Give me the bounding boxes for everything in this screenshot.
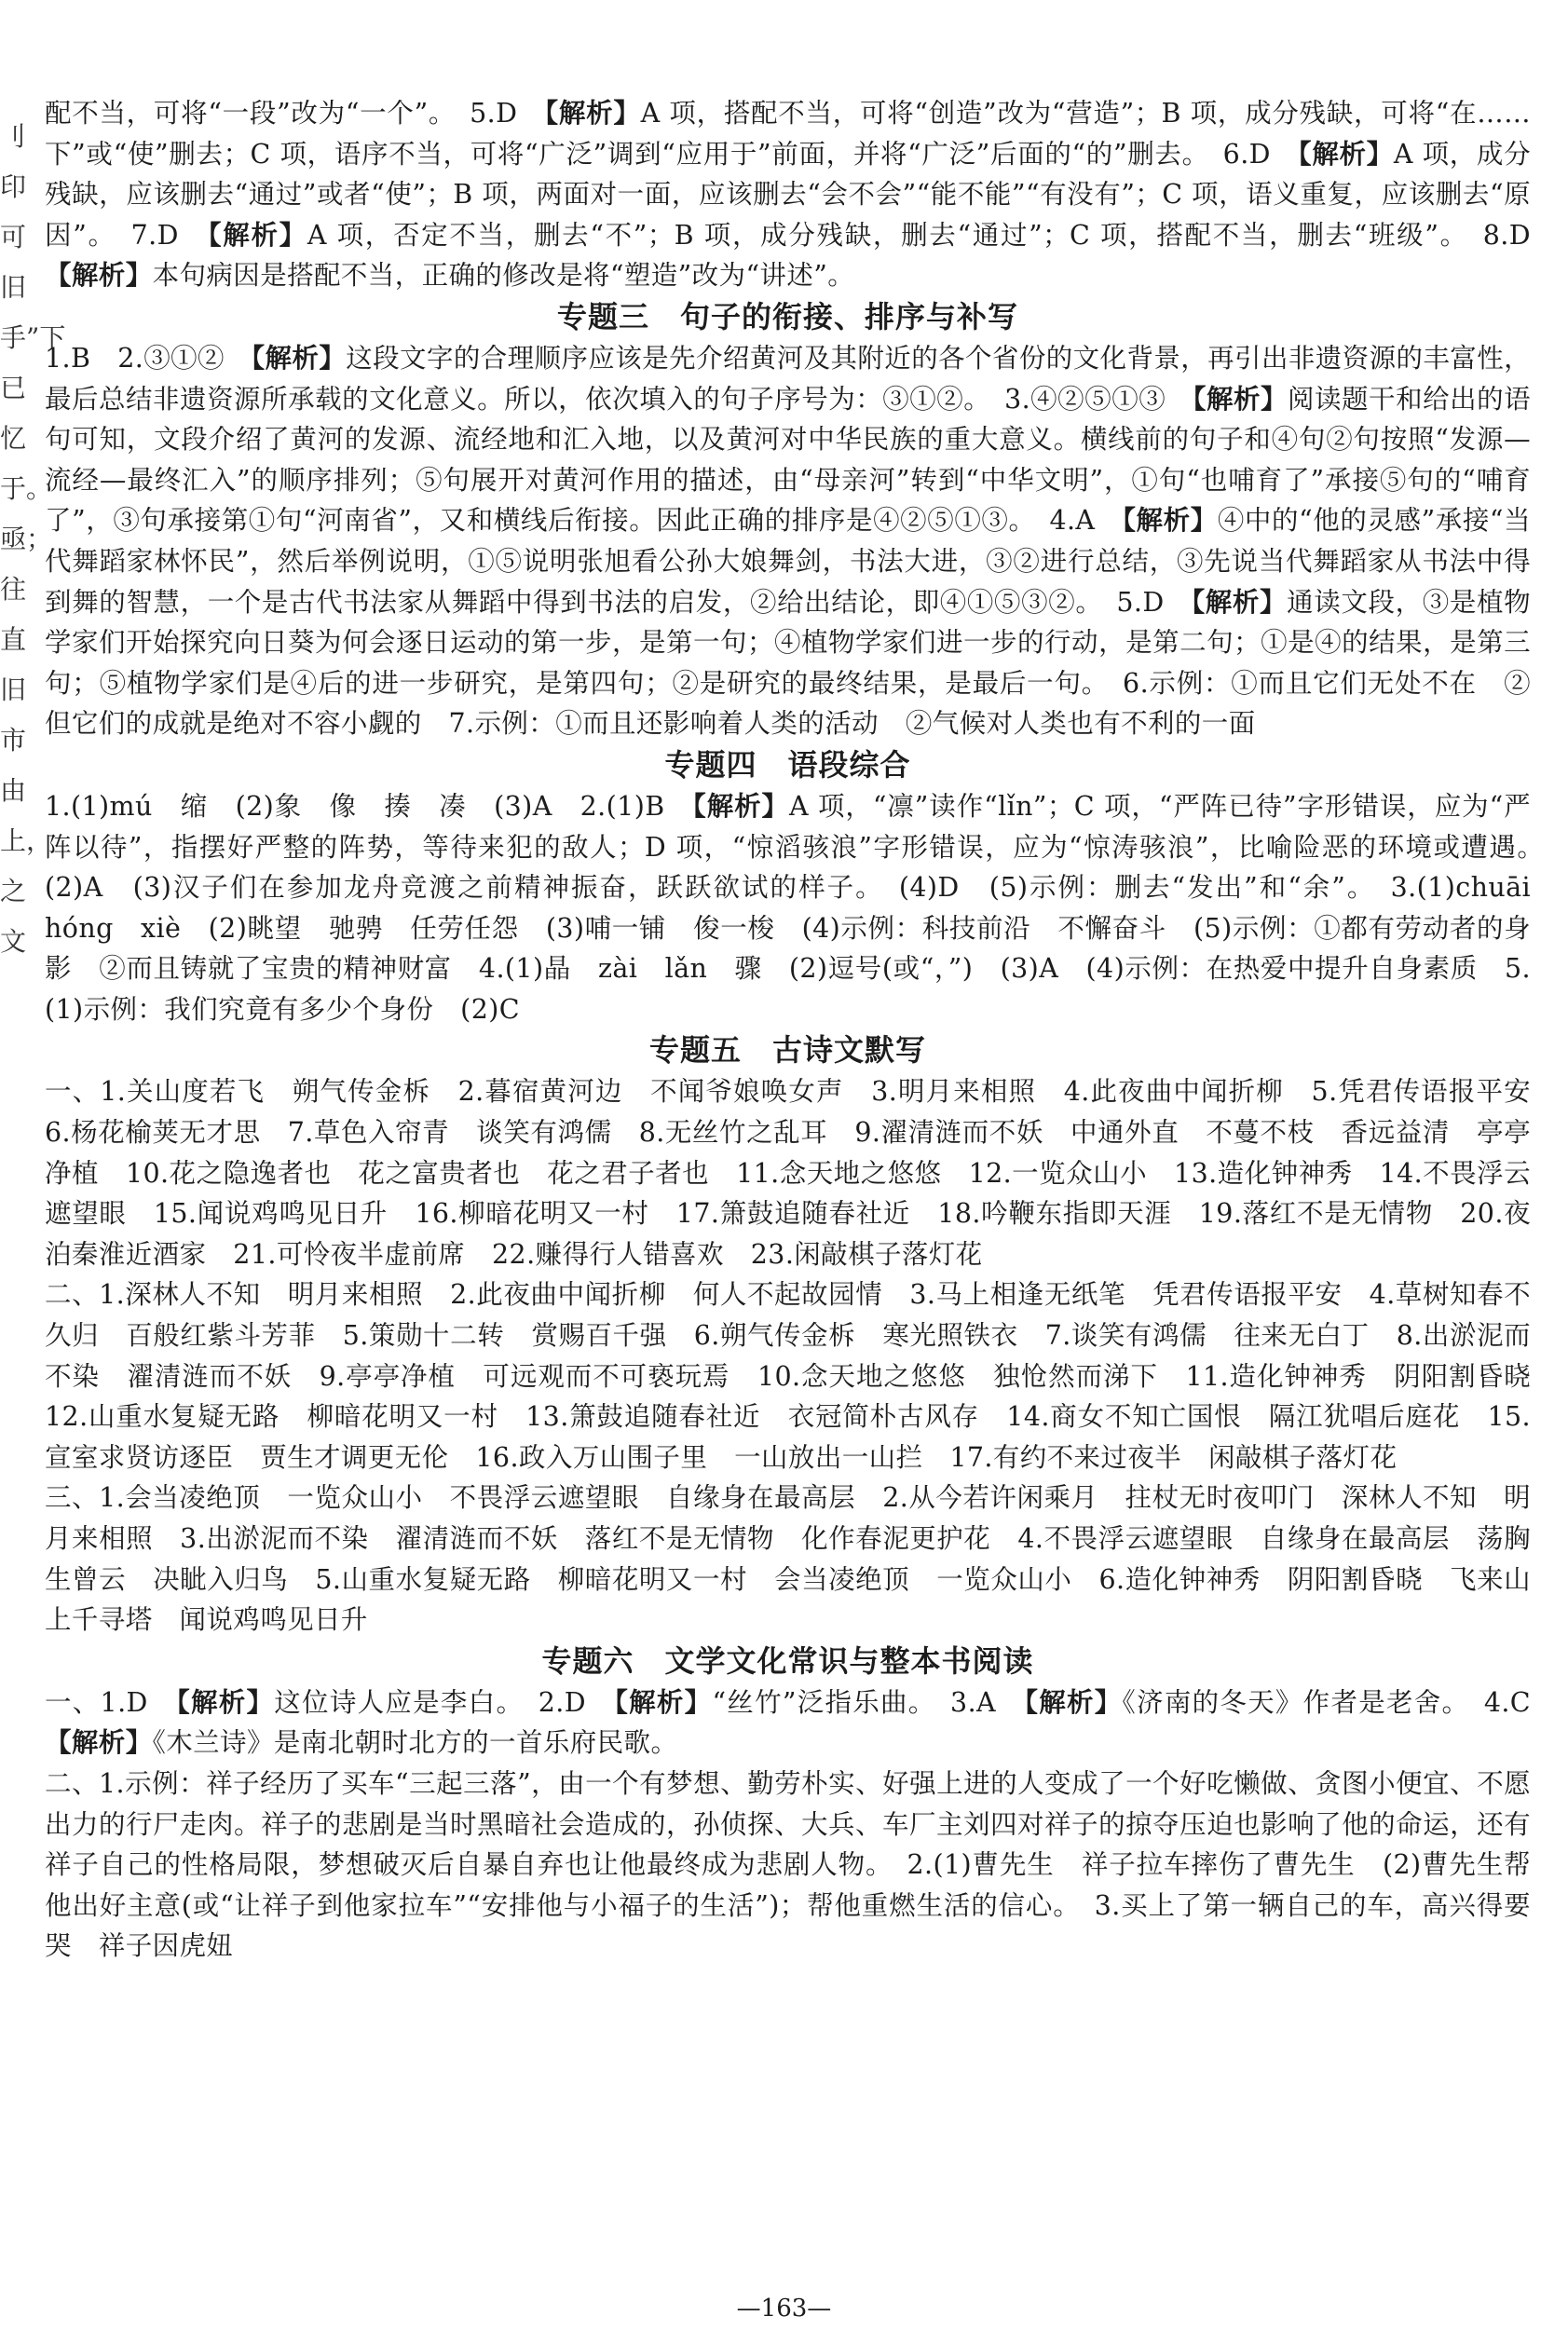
analysis-marker: 【解析】 <box>1024 1686 1123 1718</box>
binding-margin-text: 刂印可旧手”下已忆于。亟；往直旧市由上，之文 <box>0 121 66 957</box>
answer-paragraph-topic5-part2: 二、1.深林人不知 明月来相照 2.此夜曲中闻折柳 何人不起故园情 3.马上相逢无纸笔 凭君传语报平安 4.草树知春不久归 百般红紫斗芳菲 5.策勋十二转 赏赐百千强 6.朔气传金柝 寒光照铁衣 7.谈笑有鸿儒 往来无白丁 8.出淤泥而不染 濯清涟而不妖 9.亭亭净植 可远观而不可亵玩焉 10.念天地之悠悠 独怆然而涕下 11.造化钟神秀 阴阳割昏晓 12.山重水复疑无路 柳暗花明又一村 13.箫鼓追随春社近 衣冠简朴古风存 14.商女不知亡国恨 隔江犹唱后庭花 15.宣室求贤访逐臣 贾生才调更无伦 16.政入万山围子里 一山放出一山拦 17.有约不来过夜半 闲敲棋子落灯花 <box>45 1279 1558 1473</box>
analysis-marker: 【解析】 <box>176 1686 275 1718</box>
analysis-marker: 【解析】 <box>692 790 789 822</box>
answer-paragraph-topic5-part3: 三、1.会当凌绝顶 一览众山小 不畏浮云遮望眼 自缘身在最高层 2.从今若许闲乘月 拄杖无时夜叩门 深林人不知 明月来相照 3.出淤泥而不染 濯清涟而不妖 落红不是无情物 化作春泥更护花 4.不畏浮云遮望眼 自缘身在最高层 荡胸生曾云 决眦入归鸟 5.山重水复疑无路 柳暗花明又一村 会当凌绝顶 一览众山小 6.造化钟神秀 阴阳割昏晓 飞来山上千寻塔 闻说鸡鸣见日升 <box>45 1482 1531 1636</box>
answer-paragraph-topic6-part1: 一、1.D 【解析】这位诗人应是李白。 2.D 【解析】“丝竹”泛指乐曲。 3.A 【解析】《济南的冬天》作者是老舍。 4.C 【解析】《木兰诗》是南北朝时北方的一首乐府民歌。 <box>45 1686 1558 1759</box>
analysis-marker: 【解析】 <box>1298 138 1394 170</box>
answer-paragraph-topic4: 1.(1)mú 缩 (2)象 像 揍 凑 (3)A 2.(1)B 【解析】A 项，“凛”读作“lǐn”；C 项，“严阵已待”字形错误，应为“严阵以待”，指摆好严整的阵势，等待来犯的敌人；D 项，“惊滔骇浪”字形错误，应为“惊涛骇浪”，比喻险恶的环境或遭遇。 (2)A (3)汉子们在参加龙舟竞渡之前精神振奋，跃跃欲试的样子。 (4)D (5)示例：删去“发出”和“余”。 3.(1)chuāi hóng xiè (2)眺望 驰骋 任劳任怨 (3)哺一铺 俊一梭 (4)示例：科技前沿 不懈奋斗 (5)示例：①都有劳动者的身影 ②而且铸就了宝贵的精神财富 4.(1)晶 zài lǎn 骤 (2)逗号(或“，”) (3)A (4)示例：在热爱中提升自身素质 5.(1)示例：我们究竟有多少个身份 (2)C <box>45 790 1558 1025</box>
analysis-marker: 【解析】 <box>1191 586 1288 618</box>
analysis-marker: 【解析】 <box>251 342 347 374</box>
answer-paragraph-topic5-part1: 一、1.关山度若飞 朔气传金柝 2.暮宿黄河边 不闻爷娘唤女声 3.明月来相照 4.此夜曲中闻折柳 5.凭君传语报平安 6.杨花榆荚无才思 7.草色入帘青 谈笑有鸿儒 8.无丝竹之乱耳 9.濯清涟而不妖 中通外直 不蔓不枝 香远益清 亭亭净植 10.花之隐逸者也 花之富贵者也 花之君子者也 11.念天地之悠悠 12.一览众山小 13.造化钟神秀 14.不畏浮云遮望眼 15.闻说鸡鸣见日升 16.柳暗花明又一村 17.箫鼓追随春社近 18.吟鞭东指即天涯 19.落红不是无情物 20.夜泊秦淮近酒家 21.可怜夜半虚前席 22.赚得行人错喜欢 23.闲敲棋子落灯花 <box>45 1076 1558 1270</box>
answer-paragraph-topic6-part2: 二、1.示例：祥子经历了买车“三起三落”，由一个有梦想、勤劳朴实、好强上进的人变成了一个好吃懒做、贪图小便宜、不愿出力的行尸走肉。祥子的悲剧是当时黑暗社会造成的，孙侦探、大兵、车厂主刘四对祥子的掠夺压迫也影响了他的命运，还有祥子自己的性格局限，梦想破灭后自暴自弃也让他最终成为悲剧人物。 2.(1)曹先生 祥子拉车摔伤了曹先生 (2)曹先生帮他出好主意(或“让祥子到他家拉车”“安排他与小福子的生活”)；帮他重燃生活的信心。 3.买上了第一辆自己的车，高兴得要哭 祥子因虎妞 <box>45 1767 1531 1962</box>
answer-page <box>45 93 1558 1967</box>
section-title-topic5: 专题五 古诗文默写 <box>648 1032 926 1069</box>
answer-paragraph-topic2-end: 配不当，可将“一段”改为“一个”。 5.D 【解析】A 项，搭配不当，可将“创造”改为“营造”；B 项，成分残缺，可将“在……下”或“使”删去；C 项，语序不当，可将“广泛”调到“应用于”前面，并将“广泛”后面的“的”删去。 6.D 【解析】A 项，成分残缺，应该删去“通过”或者“使”；B 项，两面对一面，应该删去“会不会”“能不能”“有没有”；C 项，语义重复，应该删去“原因”。 7.D 【解析】A 项，否定不当，删去“不”；B 项，成分残缺，删去“通过”；C 项，搭配不当，删去“班级”。 8.D 【解析】本句病因是搭配不当，正确的修改是将“塑造”改为“讲述”。 <box>45 98 1558 292</box>
answer-paragraph-topic3: 1.B 2.③①② 【解析】这段文字的合理顺序应该是先介绍黄河及其附近的各个省份的文化背景，再引出非遗资源的丰富性，最后总结非遗资源所承载的文化意义。所以，依次填入的句子序号为：③①②。 3.④②⑤①③ 【解析】阅读题干和给出的语句可知，文段介绍了黄河的发源、流经地和汇入地，以及黄河对中华民族的重大意义。横线前的句子和④句②句按照“发源—流经—最终汇入”的顺序排列；⑤句展开对黄河作用的描述，由“母亲河”转到“中华文明”，①句“也哺育了”承接⑤句的“哺育了”，③句承接第①句“河南省”，又和横线后衔接。因此正确的排序是④②⑤①③。 4.A 【解析】④中的“他的灵感”承接“当代舞蹈家林怀民”，然后举例说明，①⑤说明张旭看公孙大娘舞剑，书法大进，③②进行总结，③先说当代舞蹈家从书法中得到舞的智慧，一个是古代书法家从舞蹈中得到书法的启发，②给出结论，即④①⑤③②。 5.D 【解析】通读文段，③是植物学家们开始探究向日葵为何会逐日运动的第一步，是第一句；④植物学家们进一步的行动，是第二句；①是④的结果，是第三句；⑤植物学家们是④后的进一步研究，是第四句；②是研究的最终结果，是最后一句。 6.示例：①而且它们无处不在 ②但它们的成就是绝对不容小觑的 7.示例：①而且还影响着人类的活动 ②气候对人类也有不利的一面 <box>45 342 1532 740</box>
analysis-marker: 【解析】 <box>45 260 153 292</box>
section-title-topic4: 专题四 语段综合 <box>664 746 911 783</box>
page-number: —163— <box>736 2295 832 2323</box>
section-title-topic3: 专题三 句子的衔接、排序与补写 <box>556 298 1018 334</box>
analysis-marker: 【解析】 <box>1193 383 1288 415</box>
section-title-topic6: 专题六 文学文化常识与整本书阅读 <box>541 1642 1034 1679</box>
analysis-marker: 【解析】 <box>45 1727 153 1759</box>
analysis-marker: 【解析】 <box>544 98 641 129</box>
analysis-marker: 【解析】 <box>1122 505 1218 537</box>
analysis-marker: 【解析】 <box>614 1686 713 1718</box>
analysis-marker: 【解析】 <box>208 219 307 251</box>
